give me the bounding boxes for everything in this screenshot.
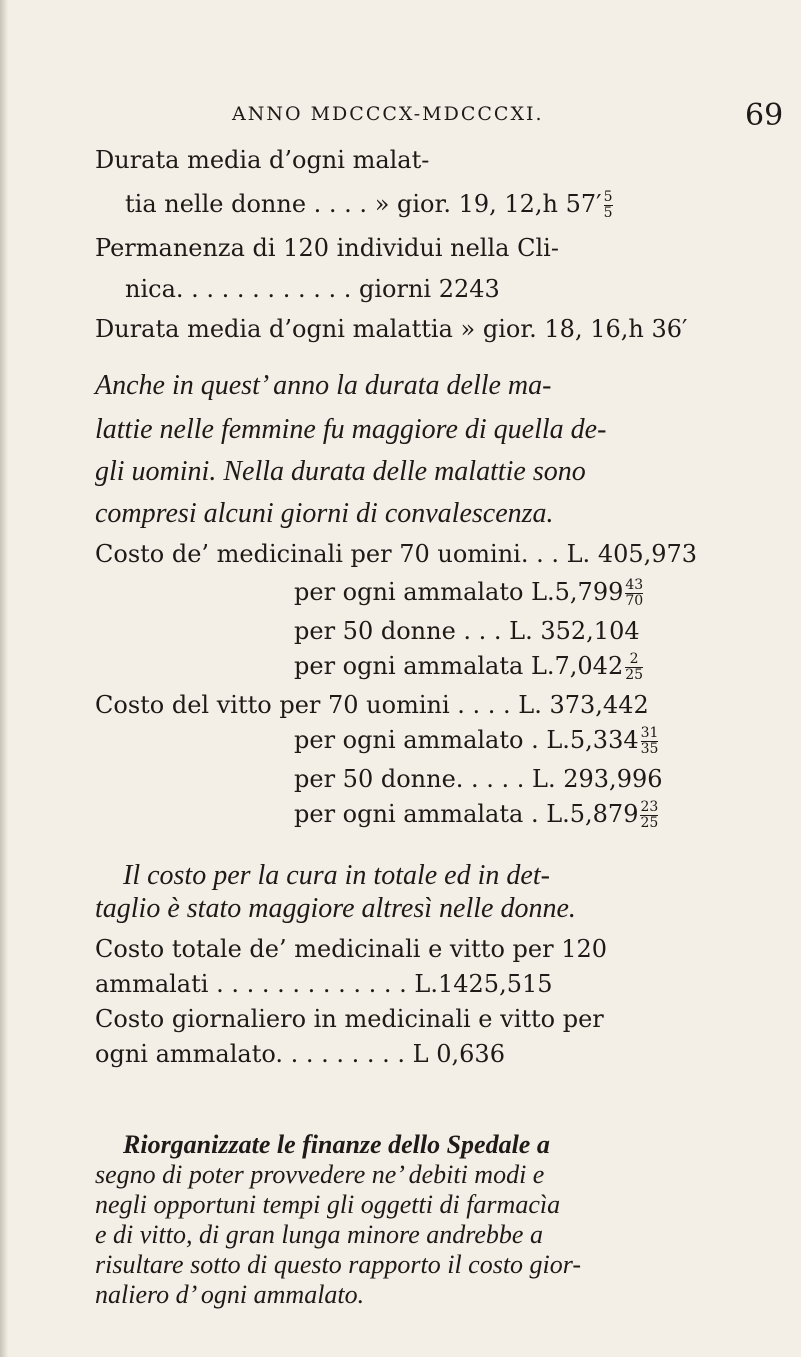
cost-row-5: Costo del vitto per 70 uomini . . . . L. 373,442 [95, 691, 649, 719]
cost-row-8-text: per ogni ammalata . L.5,879 [294, 800, 639, 828]
para1-line-2: lattie nelle femmine fu maggiore di quella de- [95, 414, 607, 445]
fraction-denominator: 25 [625, 667, 644, 683]
stats-line-2-fraction [604, 190, 613, 221]
fraction-denominator: 70 [625, 593, 644, 609]
cost-row-2-text: per ogni ammalato L.5,799 [294, 578, 624, 606]
cost-row-8 [294, 800, 658, 831]
cost-row-6-fraction [641, 726, 659, 757]
para1-line-1: Anche in quest’ anno la durata delle ma- [95, 370, 552, 401]
para3-line-6: naliero d’ ogni ammalato. [95, 1280, 365, 1309]
fraction-numerator: 31 [640, 725, 659, 741]
stats-line-4: nica. . . . . . . . . . . . giorni 2243 [125, 275, 500, 303]
cost-row-4-text: per ogni ammalata L.7,042 [294, 652, 624, 680]
cost-row-4-fraction [625, 652, 643, 683]
running-title: ANNO MDCCCX-MDCCCXI. [232, 103, 544, 125]
stats-line-2-text: tia nelle donne . . . . » gior. 19, 12,h 57′ [125, 190, 602, 218]
cost-row-4 [294, 652, 643, 683]
page-number: 69 [745, 98, 784, 133]
cost-row-6-text: per ogni ammalato . L.5,334 [294, 726, 639, 754]
cost-row-3: per 50 donne . . . L. 352,104 [294, 617, 640, 645]
stats-line-1: Durata media d’ogni malat- [95, 146, 430, 174]
stats-line-5: Durata media d’ogni malattia » gior. 18, 16,h 36′ [95, 315, 688, 343]
cost-row-1: Costo de’ medicinali per 70 uomini. . . L. 405,973 [95, 540, 698, 568]
cost-row-8-fraction [640, 800, 658, 831]
fraction-numerator: 5 [603, 189, 613, 205]
para1-line-4: compresi alcuni giorni di convalescenza. [95, 498, 554, 529]
totals-line-1: Costo totale de’ medicinali e vitto per 120 [95, 935, 608, 963]
fraction-denominator: 5 [603, 205, 613, 221]
para3-line-3: negli opportuni tempi gli oggetti di farmacìa [95, 1190, 561, 1219]
fraction-numerator: 43 [625, 577, 644, 593]
cost-row-2-fraction [625, 578, 643, 609]
para2-line-1: Il costo per la cura in totale ed in det- [123, 860, 550, 891]
para3-line-5: risultare sotto di questo rapporto il costo gior- [95, 1250, 582, 1279]
fraction-numerator: 2 [629, 651, 639, 667]
cost-row-2 [294, 578, 643, 609]
stats-line-3: Permanenza di 120 individui nella Cli- [95, 234, 559, 262]
para3-line-1: Riorganizzate le finanze dello Spedale a [123, 1130, 550, 1159]
para1-line-3: gli uomini. Nella durata delle malattie sono [95, 456, 586, 487]
para2-line-2: taglio è stato maggiore altresì nelle donne. [95, 893, 576, 924]
page-edge-shadow [0, 0, 8, 1357]
cost-row-6 [294, 726, 658, 757]
fraction-numerator: 23 [640, 799, 659, 815]
fraction-denominator: 25 [640, 815, 659, 831]
para3-line-2: segno di poter provvedere ne’ debiti modi e [95, 1160, 545, 1189]
cost-row-7: per 50 donne. . . . . L. 293,996 [294, 765, 663, 793]
totals-line-3: Costo giornaliero in medicinali e vitto per [95, 1005, 604, 1033]
totals-line-4: ogni ammalato. . . . . . . . . L 0,636 [95, 1040, 505, 1068]
fraction-denominator: 35 [640, 741, 659, 757]
stats-line-2 [125, 190, 613, 221]
totals-line-2: ammalati . . . . . . . . . . . . . L.1425,515 [95, 970, 553, 998]
para3-line-4: e di vitto, di gran lunga minore andrebbe a [95, 1220, 543, 1249]
